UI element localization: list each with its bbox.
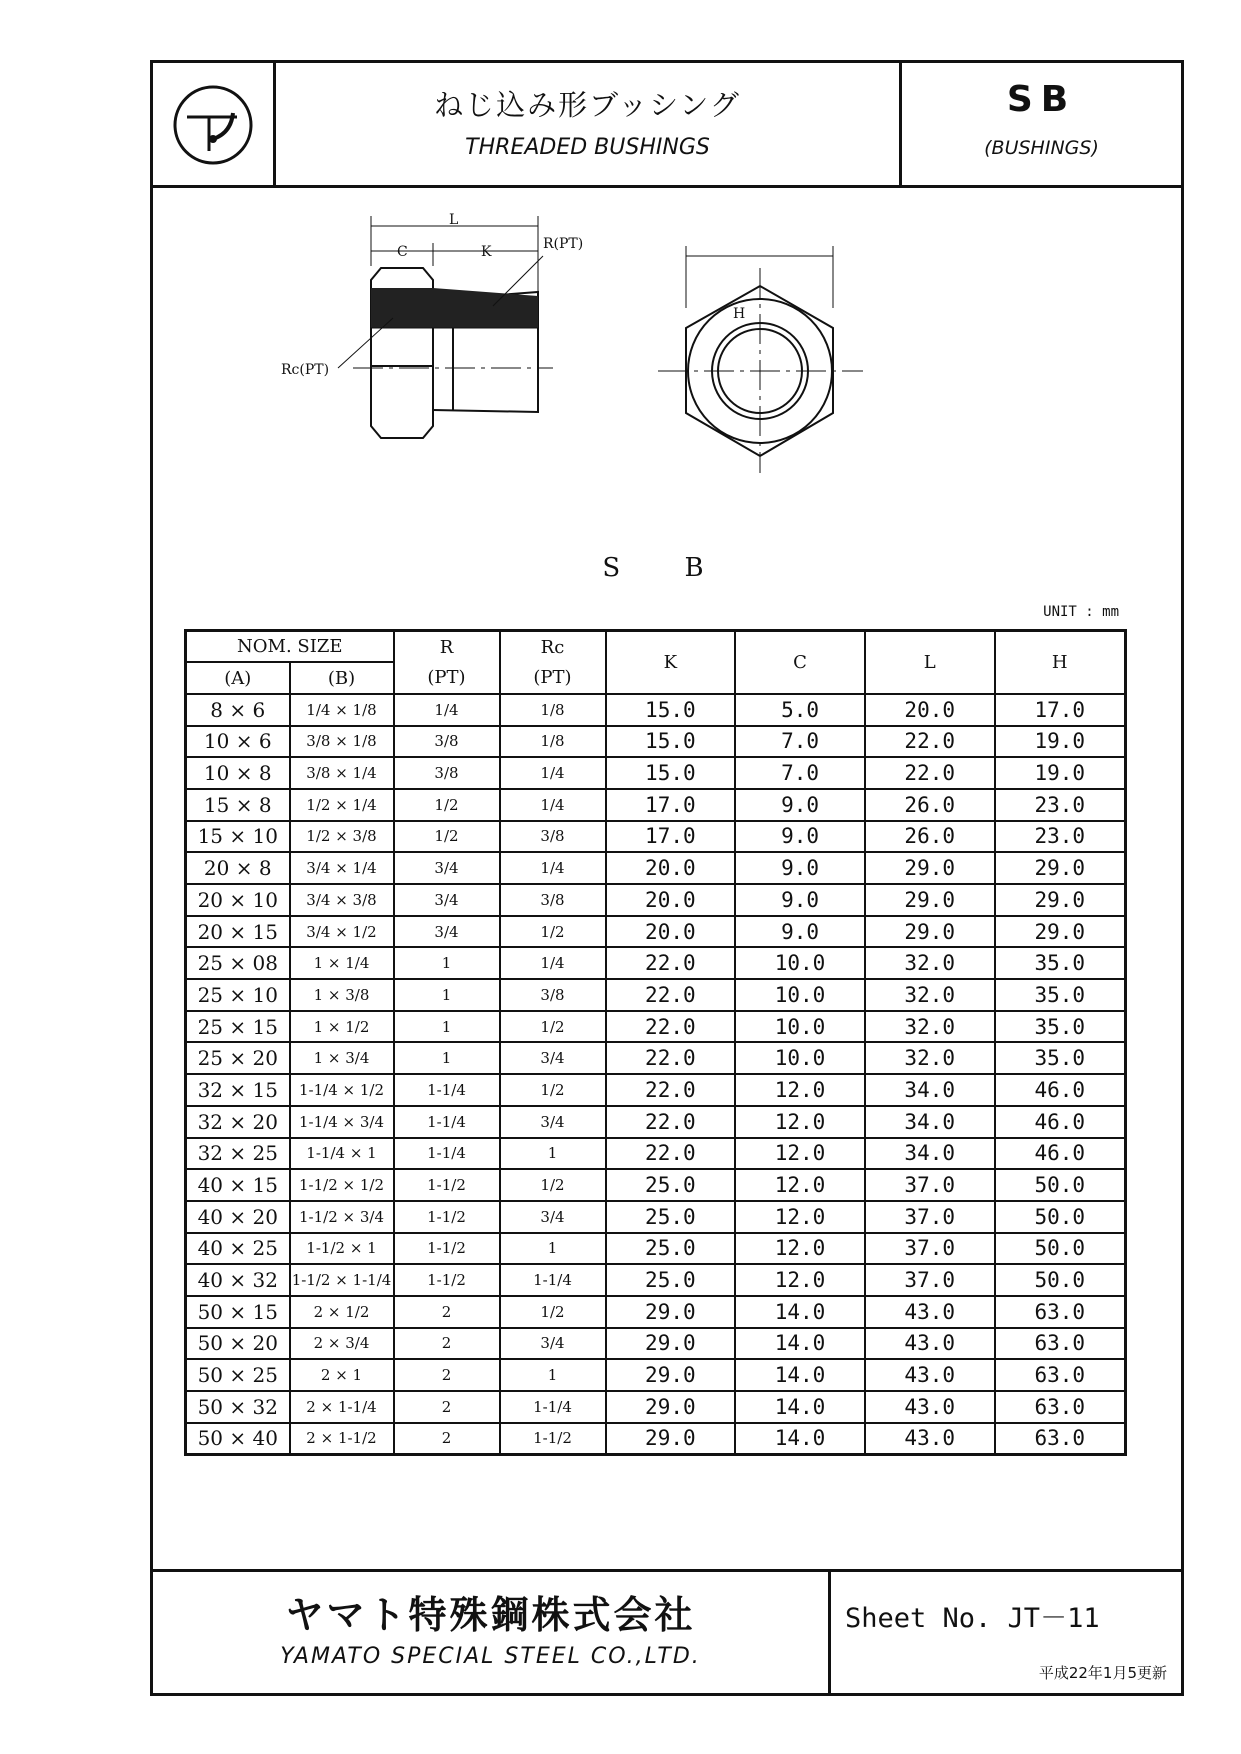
- company-name-japanese: ヤマト特殊鋼株式会社: [285, 1593, 696, 1637]
- cell-rc-pt: 3/4: [500, 1328, 606, 1360]
- cell-size-b: 3/4 × 3/8: [290, 884, 394, 916]
- cell-r-pt: 1-1/2: [394, 1264, 500, 1296]
- cell-l: 43.0: [865, 1423, 995, 1455]
- company-name-english: YAMATO SPECIAL STEEL CO.,LTD.: [280, 1644, 701, 1669]
- cell-h: 63.0: [995, 1359, 1126, 1391]
- cell-k: 20.0: [606, 916, 736, 948]
- cell-size-b: 1/2 × 3/8: [290, 821, 394, 853]
- header-rc: Rc: [500, 631, 606, 663]
- cell-size-b: 1 × 1/4: [290, 947, 394, 979]
- cell-size-a: 15 × 10: [186, 821, 290, 853]
- cell-l: 29.0: [865, 884, 995, 916]
- cell-c: 14.0: [735, 1328, 865, 1360]
- cell-size-b: 1 × 3/8: [290, 979, 394, 1011]
- cell-rc-pt: 3/8: [500, 821, 606, 853]
- cell-c: 10.0: [735, 1011, 865, 1043]
- cell-h: 50.0: [995, 1233, 1126, 1265]
- cell-l: 43.0: [865, 1391, 995, 1423]
- cell-h: 46.0: [995, 1074, 1126, 1106]
- cell-size-a: 32 × 25: [186, 1138, 290, 1170]
- table-header-row: [186, 631, 1126, 663]
- header-r: R: [394, 631, 500, 663]
- cell-size-a: 32 × 20: [186, 1106, 290, 1138]
- cell-c: 9.0: [735, 884, 865, 916]
- table-row: [186, 1011, 1126, 1043]
- cell-rc-pt: 3/8: [500, 884, 606, 916]
- cell-rc-pt: 1/4: [500, 852, 606, 884]
- cell-l: 37.0: [865, 1264, 995, 1296]
- cell-h: 63.0: [995, 1296, 1126, 1328]
- table-row: [186, 947, 1126, 979]
- cell-k: 29.0: [606, 1359, 736, 1391]
- cell-k: 15.0: [606, 757, 736, 789]
- cell-h: 17.0: [995, 694, 1126, 726]
- cell-h: 35.0: [995, 1011, 1126, 1043]
- cell-rc-pt: 1-1/4: [500, 1264, 606, 1296]
- footer-block: [153, 1569, 1181, 1693]
- cell-size-a: 32 × 15: [186, 1074, 290, 1106]
- cell-r-pt: 1/2: [394, 789, 500, 821]
- product-code: SB: [1006, 79, 1077, 120]
- cell-c: 12.0: [735, 1201, 865, 1233]
- cell-r-pt: 2: [394, 1423, 500, 1455]
- sheet-number-cell: [831, 1572, 1181, 1693]
- cell-size-a: 10 × 6: [186, 726, 290, 758]
- cell-l: 32.0: [865, 947, 995, 979]
- dim-rc-label: Rc(PT): [281, 362, 330, 378]
- cell-l: 32.0: [865, 1042, 995, 1074]
- cell-k: 22.0: [606, 1074, 736, 1106]
- cell-c: 12.0: [735, 1138, 865, 1170]
- cell-size-b: 1/2 × 1/4: [290, 789, 394, 821]
- table-row: [186, 1391, 1126, 1423]
- table-row: [186, 1328, 1126, 1360]
- cell-c: 14.0: [735, 1296, 865, 1328]
- cell-size-b: 1-1/4 × 3/4: [290, 1106, 394, 1138]
- revision-date: 平成22年1月5更新: [1038, 1664, 1167, 1682]
- cell-l: 34.0: [865, 1106, 995, 1138]
- cell-h: 29.0: [995, 852, 1126, 884]
- cell-size-a: 40 × 32: [186, 1264, 290, 1296]
- table-row: [186, 1233, 1126, 1265]
- cell-rc-pt: 1-1/2: [500, 1423, 606, 1455]
- cell-c: 10.0: [735, 979, 865, 1011]
- cell-size-b: 1-1/4 × 1: [290, 1138, 394, 1170]
- cell-size-a: 50 × 15: [186, 1296, 290, 1328]
- cell-l: 32.0: [865, 979, 995, 1011]
- logo-cell: [153, 63, 276, 185]
- table-row: [186, 916, 1126, 948]
- cell-size-b: 3/4 × 1/4: [290, 852, 394, 884]
- cell-l: 22.0: [865, 726, 995, 758]
- cell-r-pt: 2: [394, 1296, 500, 1328]
- cell-k: 22.0: [606, 1138, 736, 1170]
- cell-rc-pt: 3/8: [500, 979, 606, 1011]
- cell-r-pt: 1/4: [394, 694, 500, 726]
- cell-h: 35.0: [995, 947, 1126, 979]
- cell-r-pt: 3/4: [394, 916, 500, 948]
- cell-r-pt: 3/4: [394, 884, 500, 916]
- cell-h: 29.0: [995, 884, 1126, 916]
- cell-rc-pt: 3/4: [500, 1106, 606, 1138]
- cell-size-a: 50 × 40: [186, 1423, 290, 1455]
- cell-rc-pt: 1/2: [500, 1296, 606, 1328]
- cell-size-a: 20 × 8: [186, 852, 290, 884]
- unit-label: UNIT : mm: [1043, 604, 1119, 620]
- cell-l: 43.0: [865, 1328, 995, 1360]
- cell-h: 23.0: [995, 821, 1126, 853]
- cell-size-a: 15 × 8: [186, 789, 290, 821]
- bushing-drawing: [153, 188, 1181, 488]
- cell-k: 29.0: [606, 1391, 736, 1423]
- cell-c: 14.0: [735, 1423, 865, 1455]
- cell-rc-pt: 1/8: [500, 694, 606, 726]
- company-cell: [153, 1572, 831, 1693]
- cell-h: 29.0: [995, 916, 1126, 948]
- cell-r-pt: 1-1/4: [394, 1106, 500, 1138]
- cell-k: 22.0: [606, 1042, 736, 1074]
- header-b: (B): [290, 662, 394, 694]
- product-code-cell: [902, 63, 1181, 185]
- cell-size-b: 1-1/2 × 1/2: [290, 1169, 394, 1201]
- cell-rc-pt: 1: [500, 1138, 606, 1170]
- cell-rc-pt: 1/4: [500, 757, 606, 789]
- cell-k: 20.0: [606, 884, 736, 916]
- table-row: [186, 1359, 1126, 1391]
- table-row: [186, 1296, 1126, 1328]
- cell-size-a: 10 × 8: [186, 757, 290, 789]
- cell-k: 17.0: [606, 789, 736, 821]
- cell-c: 12.0: [735, 1169, 865, 1201]
- cell-c: 9.0: [735, 852, 865, 884]
- cell-l: 34.0: [865, 1138, 995, 1170]
- cell-h: 50.0: [995, 1169, 1126, 1201]
- table-row: [186, 821, 1126, 853]
- dim-h-label: H: [733, 306, 746, 322]
- cell-size-a: 40 × 15: [186, 1169, 290, 1201]
- header-a: (A): [186, 662, 290, 694]
- product-code-sub: (BUSHINGS): [984, 137, 1099, 159]
- cell-rc-pt: 1/2: [500, 1011, 606, 1043]
- cell-rc-pt: 1/2: [500, 916, 606, 948]
- cell-r-pt: 2: [394, 1359, 500, 1391]
- title-block: [153, 63, 1181, 188]
- table-row: [186, 789, 1126, 821]
- cell-k: 15.0: [606, 694, 736, 726]
- cell-k: 17.0: [606, 821, 736, 853]
- end-view: [658, 246, 863, 473]
- cell-size-a: 20 × 10: [186, 884, 290, 916]
- cell-k: 22.0: [606, 947, 736, 979]
- header-nom-size: NOM. SIZE: [186, 631, 394, 663]
- cell-r-pt: 1-1/4: [394, 1074, 500, 1106]
- cell-h: 50.0: [995, 1201, 1126, 1233]
- cell-l: 34.0: [865, 1074, 995, 1106]
- cell-size-a: 40 × 25: [186, 1233, 290, 1265]
- cell-r-pt: 1-1/2: [394, 1169, 500, 1201]
- cell-h: 63.0: [995, 1391, 1126, 1423]
- cell-c: 12.0: [735, 1233, 865, 1265]
- header-k: K: [606, 631, 736, 694]
- cell-r-pt: 3/8: [394, 757, 500, 789]
- cell-h: 63.0: [995, 1328, 1126, 1360]
- cell-k: 15.0: [606, 726, 736, 758]
- cell-c: 7.0: [735, 726, 865, 758]
- cell-size-b: 2 × 1-1/4: [290, 1391, 394, 1423]
- cell-h: 23.0: [995, 789, 1126, 821]
- cell-r-pt: 1: [394, 947, 500, 979]
- header-rc-pt: (PT): [500, 662, 606, 694]
- cell-rc-pt: 3/4: [500, 1201, 606, 1233]
- table-row: [186, 1264, 1126, 1296]
- cell-r-pt: 1: [394, 1011, 500, 1043]
- cell-rc-pt: 1/2: [500, 1074, 606, 1106]
- company-logo-icon: [171, 83, 255, 167]
- table-row: [186, 1074, 1126, 1106]
- cell-rc-pt: 1/4: [500, 947, 606, 979]
- cell-size-b: 2 × 1: [290, 1359, 394, 1391]
- header-c: C: [735, 631, 865, 694]
- table-row: [186, 757, 1126, 789]
- cell-k: 22.0: [606, 1011, 736, 1043]
- figure-label: S B: [602, 553, 732, 583]
- cell-rc-pt: 3/4: [500, 1042, 606, 1074]
- header-h: H: [995, 631, 1126, 694]
- cell-c: 12.0: [735, 1264, 865, 1296]
- cell-c: 14.0: [735, 1391, 865, 1423]
- cell-size-a: 50 × 32: [186, 1391, 290, 1423]
- table-row: [186, 979, 1126, 1011]
- cell-k: 20.0: [606, 852, 736, 884]
- cell-rc-pt: 1/8: [500, 726, 606, 758]
- cell-size-b: 1-1/2 × 3/4: [290, 1201, 394, 1233]
- cell-h: 46.0: [995, 1138, 1126, 1170]
- cell-r-pt: 1: [394, 1042, 500, 1074]
- cell-k: 29.0: [606, 1328, 736, 1360]
- side-view: [338, 216, 553, 438]
- sheet-number: Sheet No. JT－11: [845, 1603, 1100, 1634]
- cell-size-b: 2 × 3/4: [290, 1328, 394, 1360]
- cell-rc-pt: 1/2: [500, 1169, 606, 1201]
- cell-size-b: 1/4 × 1/8: [290, 694, 394, 726]
- cell-r-pt: 2: [394, 1391, 500, 1423]
- cell-r-pt: 1-1/2: [394, 1233, 500, 1265]
- dimension-table-wrap: [184, 629, 1127, 1456]
- cell-size-a: 25 × 10: [186, 979, 290, 1011]
- table-row: [186, 1169, 1126, 1201]
- table-row: [186, 1042, 1126, 1074]
- cell-size-b: 3/8 × 1/8: [290, 726, 394, 758]
- header-l: L: [865, 631, 995, 694]
- cell-c: 9.0: [735, 916, 865, 948]
- cell-h: 63.0: [995, 1423, 1126, 1455]
- cell-r-pt: 1-1/4: [394, 1138, 500, 1170]
- dim-c-label: C: [397, 244, 408, 260]
- cell-size-a: 50 × 25: [186, 1359, 290, 1391]
- cell-c: 9.0: [735, 789, 865, 821]
- cell-c: 7.0: [735, 757, 865, 789]
- cell-size-b: 1 × 3/4: [290, 1042, 394, 1074]
- cell-h: 46.0: [995, 1106, 1126, 1138]
- cell-l: 26.0: [865, 821, 995, 853]
- header-r-pt: (PT): [394, 662, 500, 694]
- title-english: THREADED BUSHINGS: [465, 135, 710, 160]
- cell-h: 35.0: [995, 1042, 1126, 1074]
- table-row: [186, 1423, 1126, 1455]
- cell-l: 37.0: [865, 1169, 995, 1201]
- cell-size-a: 25 × 15: [186, 1011, 290, 1043]
- cell-rc-pt: 1: [500, 1359, 606, 1391]
- cell-l: 29.0: [865, 916, 995, 948]
- cell-c: 10.0: [735, 1042, 865, 1074]
- dimension-table-body: [186, 631, 1126, 1455]
- cell-k: 22.0: [606, 979, 736, 1011]
- cell-size-b: 3/8 × 1/4: [290, 757, 394, 789]
- cell-size-b: 1 × 1/2: [290, 1011, 394, 1043]
- cell-c: 9.0: [735, 821, 865, 853]
- table-row: [186, 1138, 1126, 1170]
- cell-r-pt: 3/4: [394, 852, 500, 884]
- cell-k: 29.0: [606, 1423, 736, 1455]
- cell-h: 35.0: [995, 979, 1126, 1011]
- cell-r-pt: 1/2: [394, 821, 500, 853]
- cell-r-pt: 1: [394, 979, 500, 1011]
- cell-k: 25.0: [606, 1169, 736, 1201]
- table-row: [186, 884, 1126, 916]
- cell-k: 29.0: [606, 1296, 736, 1328]
- cell-size-a: 50 × 20: [186, 1328, 290, 1360]
- cell-l: 32.0: [865, 1011, 995, 1043]
- cell-r-pt: 3/8: [394, 726, 500, 758]
- cell-k: 25.0: [606, 1233, 736, 1265]
- cell-size-a: 25 × 20: [186, 1042, 290, 1074]
- cell-c: 12.0: [735, 1106, 865, 1138]
- cell-size-b: 3/4 × 1/2: [290, 916, 394, 948]
- cell-l: 22.0: [865, 757, 995, 789]
- cell-l: 43.0: [865, 1359, 995, 1391]
- cell-size-a: 8 × 6: [186, 694, 290, 726]
- cell-c: 12.0: [735, 1074, 865, 1106]
- cell-k: 22.0: [606, 1106, 736, 1138]
- title-cell: [276, 63, 902, 185]
- cell-size-a: 25 × 08: [186, 947, 290, 979]
- cell-c: 10.0: [735, 947, 865, 979]
- dim-r-label: R(PT): [543, 236, 584, 252]
- cell-h: 50.0: [995, 1264, 1126, 1296]
- table-row: [186, 1201, 1126, 1233]
- cell-r-pt: 2: [394, 1328, 500, 1360]
- cell-size-b: 1-1/2 × 1: [290, 1233, 394, 1265]
- dim-k-label: K: [481, 244, 492, 260]
- cell-rc-pt: 1: [500, 1233, 606, 1265]
- cell-size-a: 20 × 15: [186, 916, 290, 948]
- cell-rc-pt: 1-1/4: [500, 1391, 606, 1423]
- cell-l: 26.0: [865, 789, 995, 821]
- title-japanese: ねじ込み形ブッシング: [434, 88, 741, 122]
- table-row: [186, 1106, 1126, 1138]
- cell-c: 5.0: [735, 694, 865, 726]
- table-row: [186, 852, 1126, 884]
- table-row: [186, 726, 1126, 758]
- table-row: [186, 694, 1126, 726]
- dim-l-label: L: [449, 212, 459, 228]
- cell-r-pt: 1-1/2: [394, 1201, 500, 1233]
- cell-h: 19.0: [995, 726, 1126, 758]
- cell-h: 19.0: [995, 757, 1126, 789]
- cell-size-b: 1-1/4 × 1/2: [290, 1074, 394, 1106]
- cell-size-b: 2 × 1/2: [290, 1296, 394, 1328]
- cell-size-a: 40 × 20: [186, 1201, 290, 1233]
- cell-l: 29.0: [865, 852, 995, 884]
- cell-c: 14.0: [735, 1359, 865, 1391]
- cell-size-b: 2 × 1-1/2: [290, 1423, 394, 1455]
- cell-l: 43.0: [865, 1296, 995, 1328]
- cell-l: 20.0: [865, 694, 995, 726]
- cell-l: 37.0: [865, 1201, 995, 1233]
- cell-rc-pt: 1/4: [500, 789, 606, 821]
- dimension-table: [184, 629, 1127, 1456]
- drawing-sheet: [150, 60, 1184, 1696]
- cell-k: 25.0: [606, 1264, 736, 1296]
- cell-l: 37.0: [865, 1233, 995, 1265]
- cell-k: 25.0: [606, 1201, 736, 1233]
- cell-size-b: 1-1/2 × 1-1/4: [290, 1264, 394, 1296]
